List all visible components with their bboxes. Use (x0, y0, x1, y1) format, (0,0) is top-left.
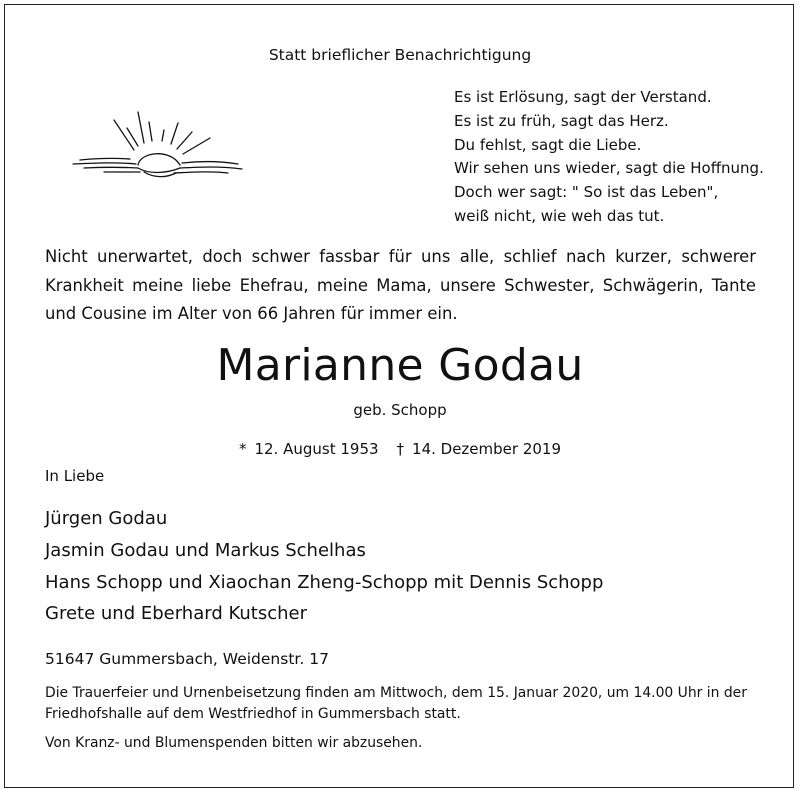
mourner-name: Jasmin Godau und Markus Schelhas (45, 539, 366, 561)
poem-line: Es ist zu früh, sagt das Herz. (454, 111, 669, 130)
maiden-name: geb. Schopp (353, 401, 447, 419)
mourners-intro: In Liebe (45, 467, 105, 485)
mourner-name: Jürgen Godau (45, 508, 168, 529)
death-symbol: † (396, 440, 405, 458)
family-address: 51647 Gummersbach, Weidenstr. 17 (45, 650, 329, 668)
life-dates (0, 440, 800, 458)
poem (454, 86, 774, 229)
notice-header: Statt brieflicher Benachrichtigung (268, 46, 532, 64)
birth-date: 12. August 1953 (254, 440, 379, 458)
mourner-name: Hans Schopp und Xiaochan Zheng-Schopp mit Dennis Schopp (45, 571, 604, 593)
funeral-info: Die Trauerfeier und Urnenbeisetzung finden am Mittwoch, dem 15. Januar 2020, um 14.00 Uhr in der Friedhofshalle auf dem Westfriedhof in Gummersbach statt. (45, 685, 747, 722)
poem-line: Doch wer sagt: " So ist das Leben", (454, 183, 719, 202)
death-date: 14. Dezember 2019 (412, 440, 562, 458)
birth-symbol: * (238, 440, 247, 458)
poem-line: weiß nicht, wie weh das tut. (454, 206, 665, 225)
mourner-name: Grete und Eberhard Kutscher (45, 603, 308, 625)
poem-line: Du fehlst, sagt die Liebe. (454, 135, 642, 154)
intro-paragraph: Nicht unerwartet, doch schwer fassbar für uns alle, schlief nach kurzer, schwerer Krankheit meine liebe Ehefrau, meine Mama, unsere Schwester, Schwägerin, Tante und Cousine im Alter von 66 Jahren für immer ein. (45, 247, 756, 323)
mourners-list (45, 503, 603, 630)
deceased-name: Marianne Godau (216, 340, 584, 391)
rising-sun-icon (70, 108, 245, 188)
flowers-note: Von Kranz- und Blumenspenden bitten wir abzusehen. (45, 735, 423, 751)
poem-line: Wir sehen uns wieder, sagt die Hoffnung. (454, 159, 764, 178)
poem-line: Es ist Erlösung, sagt der Verstand. (454, 88, 712, 106)
